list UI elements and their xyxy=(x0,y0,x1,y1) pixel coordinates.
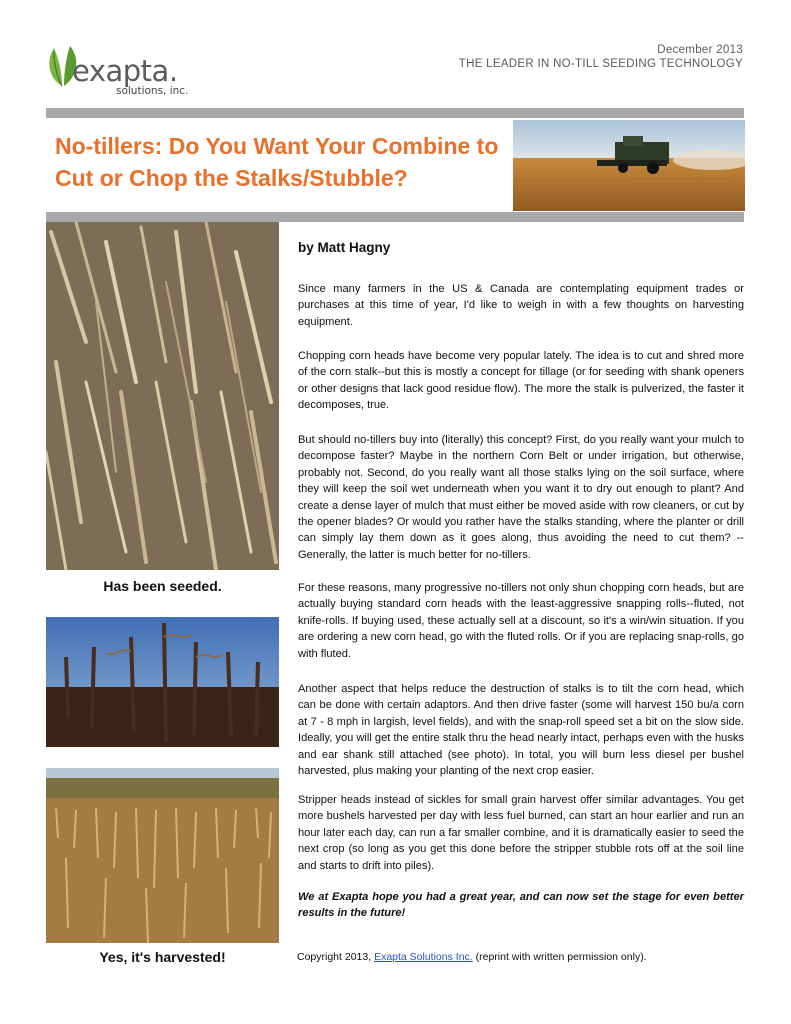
article-paragraph: Chopping corn heads have become very popular lately. The idea is to cut and shred more of the corn stalk--but this is mostly a concept for tillage (or for seeding with shank openers or other designs that lack good residue flow). The more the stalk is pulverized, the faster it decomposes, true. xyxy=(298,350,744,412)
combine-harvesting-photo xyxy=(513,120,745,211)
bottom-divider-bar xyxy=(46,212,744,222)
logo-subtitle: solutions, inc. xyxy=(116,85,189,97)
issue-date: December 2013 xyxy=(657,44,743,56)
copyright-suffix: (reprint with written permission only). xyxy=(472,951,647,963)
page-title: No-tillers: Do You Want Your Combine to Cut or Chop the Stalks/Stubble? xyxy=(55,133,499,192)
top-divider-bar xyxy=(46,108,744,118)
article-paragraph: Stripper heads instead of sickles for small grain harvest offer similar advantages. You get more bushels harvested per day with less fuel burned, can start an hour earlier and run an hour later each day, can run a far smaller combine, and it is dramatically easier to seed the next crop (so long as you get this done before the stripper stubble rots off at the soil line and starts to drift into piles). xyxy=(298,794,744,872)
byline: by Matt Hagny xyxy=(298,240,391,255)
article-paragraph: But should no-tillers buy into (literally) this concept? First, do you really want your mulch to decompose faster? Maybe in the northern Corn Belt or under irrigation, but otherwise, probably not. Second, do you really want all those stalks lying on the soil surface, where they will keep the soil wet underneath when you want it to dry out enough to plant? And create a dense layer of mulch that must either be moved aside with row cleaners, or cut by the opener blades? Or would you rather have the stalks standing, where the planter or drill can simply lay them down as it goes along, thus avoiding the need to cut them? --Generally, the latter is much better for no-tillers. xyxy=(298,434,744,561)
article-paragraph: Since many farmers in the US & Canada are contemplating equipment trades or purchases at this time of year, I'd like to weigh in with a few thoughts on harvesting equipment. xyxy=(298,283,744,328)
standing-stalks-photo xyxy=(46,617,279,747)
seeded-caption: Has been seeded. xyxy=(103,578,222,594)
copyright-notice xyxy=(297,951,647,963)
copyright-prefix: Copyright 2013, xyxy=(297,951,375,963)
exapta-link[interactable]: Exapta Solutions Inc. xyxy=(374,951,473,963)
seeded-field-photo xyxy=(46,222,279,570)
article-paragraph: For these reasons, many progressive no-tillers not only shun chopping corn heads, but are actually buying standard corn heads with the least-aggressive snapping rolls--fluted, not knife-rolls. If buying used, these actually sell at a discount, so it's a win/win situation. If you are ordering a new corn head, go with the fluted rolls. Or if you are replacing snap-rolls, go with fluted. xyxy=(298,582,744,660)
harvested-field-photo xyxy=(46,768,279,943)
logo-wordmark: exapta. xyxy=(72,54,178,88)
article-paragraph: Another aspect that helps reduce the destruction of stalks is to tilt the corn head, which can be done with certain adaptors. And then drive faster (some will harvest 150 bu/a corn at 7 - 8 mph in largish, level fields), and with the snap-roll speed set a bit on the slow side. Ideally, you will get the entire stalk thru the head nearly intact, perhaps even with the husks and ear shank still attached (see photo). In total, you will burn less diesel per bushel harvested, plus making your planting of the next crop easier. xyxy=(298,683,744,778)
company-tagline: THE LEADER IN NO-TILL SEEDING TECHNOLOGY xyxy=(458,58,743,70)
closing-remark: We at Exapta hope you had a great year, and can now set the stage for even better results in the future! xyxy=(298,891,744,920)
harvested-caption: Yes, it's harvested! xyxy=(99,949,226,965)
